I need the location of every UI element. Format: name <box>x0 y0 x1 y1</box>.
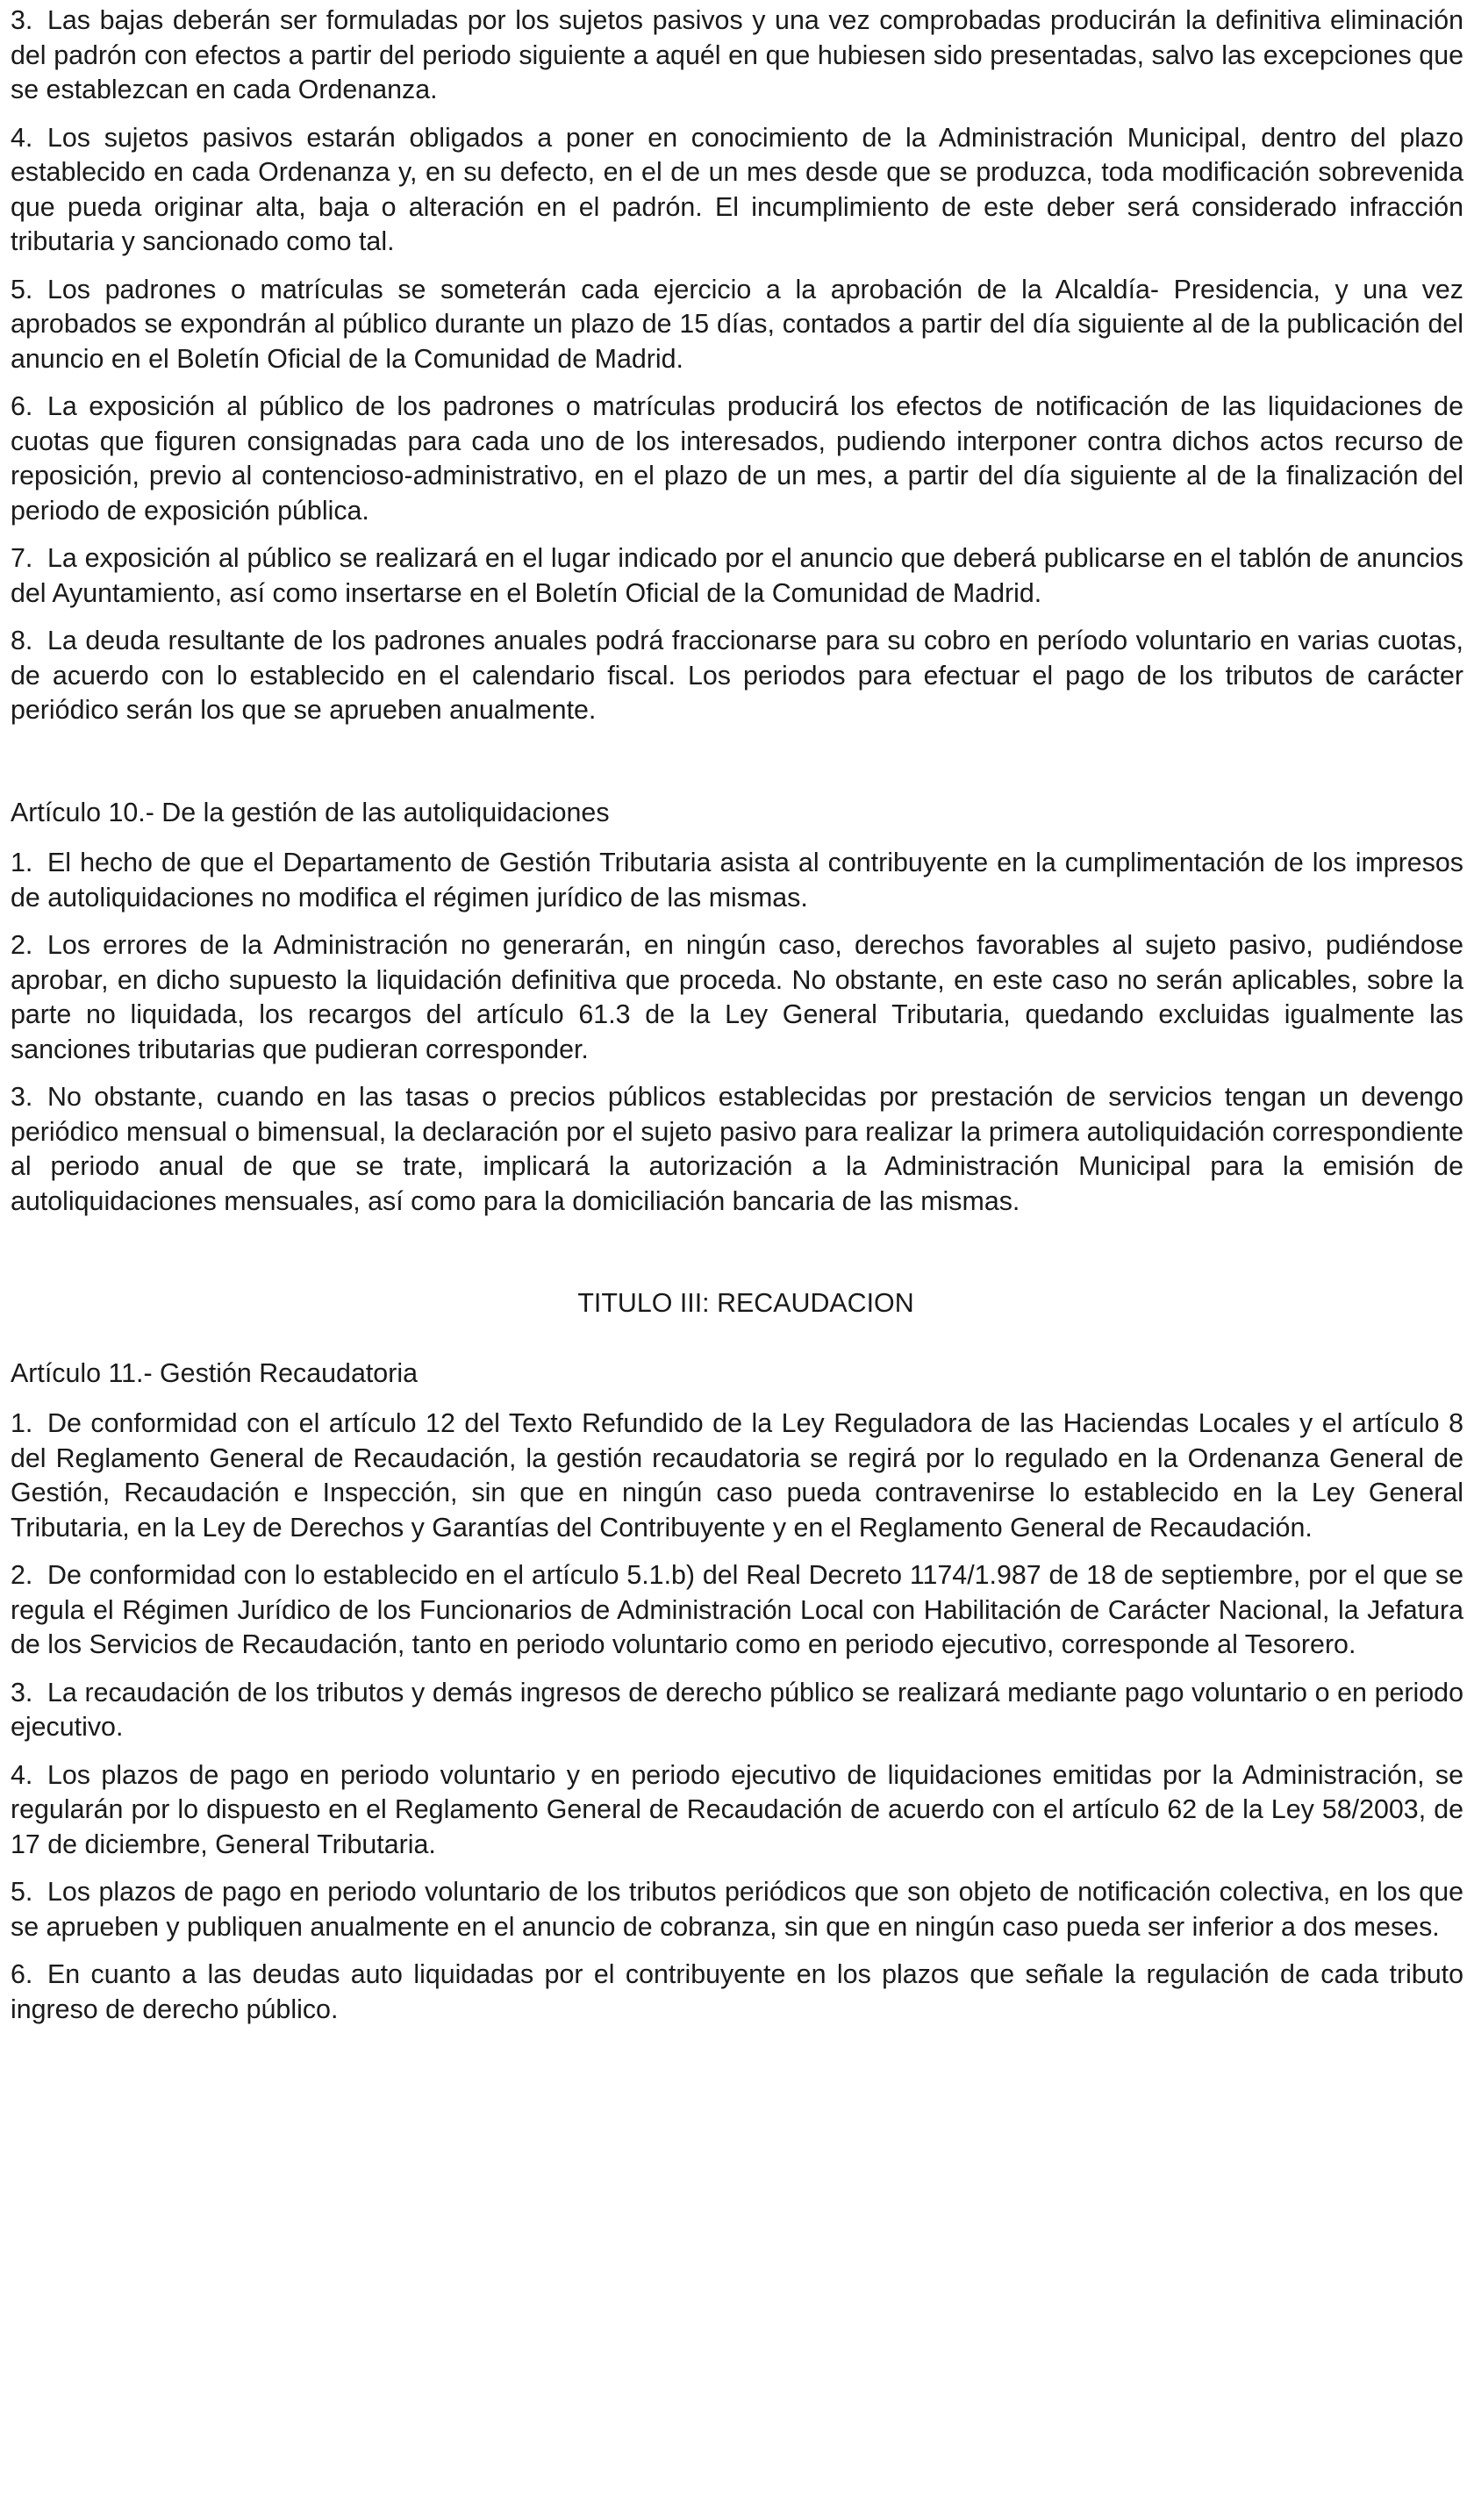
padron-section <box>11 4 1463 728</box>
article-11-paragraph-5: 5. Los plazos de pago en periodo voluntario de los tributos periódicos que son objeto de notificación colectiva, en los que se aprueben y publiquen anualmente en el anuncio de cobranza, sin que en ningún caso pueda ser inferior a dos meses. <box>11 1877 1463 1942</box>
article-11-paragraph-1: 1. De conformidad con el artículo 12 del Texto Refundido de la Ley Reguladora de las Haciendas Locales y el artículo 8 del Reglamento General de Recaudación, la gestión recaudatoria se regirá por lo regulado en la Ordenanza General de Gestión, Recaudación e Inspección, sin que en ningún caso pueda contravenirse lo establecido en la Ley General Tributaria, en la Ley de Derechos y Garantías del Contribuyente y en el Reglamento General de Recaudación. <box>11 1408 1463 1543</box>
article-10-paragraph-1: 1. El hecho de que el Departamento de Gestión Tributaria asista al contribuyente en la cumplimentación de los impresos de autoliquidaciones no modifica el régimen jurídico de las mismas. <box>11 848 1463 913</box>
paragraph-7: 7. La exposición al público se realizará en el lugar indicado por el anuncio que deberá publicarse en el tablón de anuncios del Ayuntamiento, así como insertarse en el Boletín Oficial de la Comunidad de Madrid. <box>11 543 1463 608</box>
article-10-heading: Artículo 10.- De la gestión de las autoliquidaciones <box>11 797 610 827</box>
article-11-paragraph-4: 4. Los plazos de pago en periodo voluntario y en periodo ejecutivo de liquidaciones emitidas por la Administración, se regularán por lo dispuesto en el Reglamento General de Recaudación de acuerdo con el artículo 62 de la Ley 58/2003, de 17 de diciembre, General Tributaria. <box>11 1759 1463 1859</box>
paragraph-3: 3. Las bajas deberán ser formuladas por los sujetos pasivos y una vez comprobadas producirán la definitiva eliminación del padrón con efectos a partir del periodo siguiente a aquél en que hubiesen sido presentadas, salvo las excepciones que se establezcan en cada Ordenanza. <box>11 5 1463 104</box>
document-page <box>11 4 1463 2040</box>
article-10-paragraph-2: 2. Los errores de la Administración no generarán, en ningún caso, derechos favorables al sujeto pasivo, pudiéndose aprobar, en dicho supuesto la liquidación definitiva que proceda. No obstante, en este caso no serán aplicables, sobre la parte no liquidada, los recargos del artículo 61.3 de la Ley General Tributaria, quedando excluidas igualmente las sanciones tributarias que pudieran corresponder. <box>11 930 1463 1064</box>
article-10 <box>11 796 1463 1220</box>
paragraph-8: 8. La deuda resultante de los padrones anuales podrá fraccionarse para su cobro en período voluntario en varias cuotas, de acuerdo con lo establecido en el calendario fiscal. Los periodos para efectuar el pago de los tributos de carácter periódico serán los que se aprueben anualmente. <box>11 626 1463 725</box>
paragraph-4: 4. Los sujetos pasivos estarán obligados a poner en conocimiento de la Administración Municipal, dentro del plazo establecido en cada Ordenanza y, en su defecto, en el de un mes desde que se produzca, toda modificación sobrevenida que pueda originar alta, baja o alteración en el padrón. El incumplimiento de este deber será considerado infracción tributaria y sancionado como tal. <box>11 122 1463 256</box>
article-11-paragraph-2: 2. De conformidad con lo establecido en el artículo 5.1.b) del Real Decreto 1174/1.987 de 18 de septiembre, por el que se regula el Régimen Jurídico de los Funcionarios de Administración Local con Habilitación de Carácter Nacional, la Jefatura de los Servicios de Recaudación, tanto en periodo voluntario como en periodo ejecutivo, corresponde al Tesorero. <box>11 1560 1463 1659</box>
article-11 <box>11 1357 1463 2028</box>
article-11-paragraph-6: 6. En cuanto a las deudas auto liquidadas por el contribuyente en los plazos que señale la regulación de cada tributo ingreso de derecho público. <box>11 1959 1463 2024</box>
article-11-heading: Artículo 11.- Gestión Recaudatoria <box>11 1357 418 1388</box>
spacer <box>11 741 1463 796</box>
paragraph-6: 6. La exposición al público de los padrones o matrículas producirá los efectos de notificación de las liquidaciones de cuotas que figuren consignadas para cada uno de los interesados, pudiendo interponer contra dichos actos recurso de reposición, previo al contencioso-administrativo, en el plazo de un mes, a partir del día siguiente al de la finalización del periodo de exposición pública. <box>11 391 1463 526</box>
paragraph-5: 5. Los padrones o matrículas se someterán cada ejercicio a la aprobación de la Alcaldía- Presidencia, y una vez aprobados se expondrán al público durante un plazo de 15 días, contados a partir del día siguiente al de la publicación del anuncio en el Boletín Oficial de la Comunidad de Madrid. <box>11 274 1463 374</box>
title-iii-heading: TITULO III: RECAUDACION <box>577 1288 914 1318</box>
spacer <box>11 1232 1463 1286</box>
article-10-paragraph-3: 3. No obstante, cuando en las tasas o precios públicos establecidas por prestación de servicios tengan un devengo periódico mensual o bimensual, la declaración por el sujeto pasivo para realizar la primera autoliquidación correspondiente al periodo anual de que se trate, implicará la autorización a la Administración Municipal para la emisión de autoliquidaciones mensuales, así como para la domiciliación bancaria de las mismas. <box>11 1082 1463 1216</box>
article-11-paragraph-3: 3. La recaudación de los tributos y demás ingresos de derecho público se realizará mediante pago voluntario o en periodo ejecutivo. <box>11 1677 1463 1742</box>
